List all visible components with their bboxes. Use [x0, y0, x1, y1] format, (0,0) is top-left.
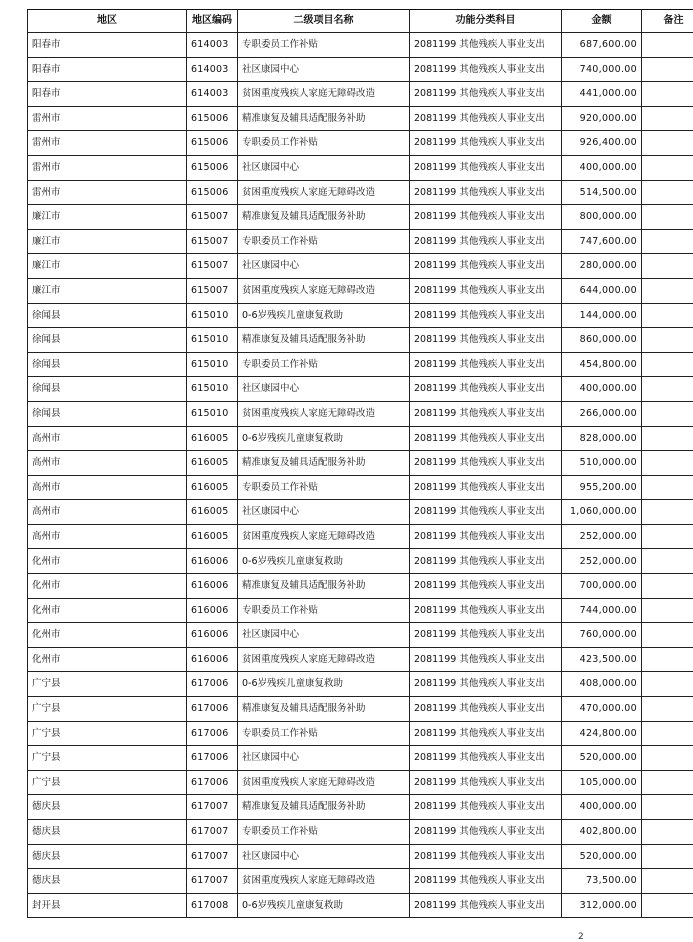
amount-cell: 402,800.00 [562, 820, 642, 845]
table-row [28, 106, 693, 131]
region-code-cell: 615010 [187, 328, 238, 353]
note-cell [642, 352, 693, 377]
function-category-cell: 2081199 其他残疾人事业支出 [410, 155, 562, 180]
table-row [28, 500, 693, 525]
header-function-category: 功能分类科目 [410, 10, 562, 33]
amount-cell: 955,200.00 [562, 475, 642, 500]
amount-cell: 470,000.00 [562, 697, 642, 722]
note-cell [642, 770, 693, 795]
region-cell: 化州市 [28, 549, 187, 574]
function-category-cell: 2081199 其他残疾人事业支出 [410, 82, 562, 107]
function-category-cell: 2081199 其他残疾人事业支出 [410, 254, 562, 279]
amount-cell: 687,600.00 [562, 33, 642, 58]
region-cell: 雷州市 [28, 155, 187, 180]
project-name-cell: 精准康复及辅具适配服务补助 [238, 451, 410, 476]
header-region: 地区 [28, 10, 187, 33]
project-name-cell: 专职委员工作补贴 [238, 475, 410, 500]
region-code-cell: 616006 [187, 549, 238, 574]
table-row [28, 623, 693, 648]
region-cell: 封开县 [28, 893, 187, 918]
note-cell [642, 820, 693, 845]
amount-cell: 441,000.00 [562, 82, 642, 107]
region-cell: 德庆县 [28, 820, 187, 845]
region-cell: 高州市 [28, 451, 187, 476]
region-cell: 高州市 [28, 500, 187, 525]
amount-cell: 700,000.00 [562, 574, 642, 599]
note-cell [642, 131, 693, 156]
table-row [28, 82, 693, 107]
function-category-cell: 2081199 其他残疾人事业支出 [410, 721, 562, 746]
amount-cell: 747,600.00 [562, 229, 642, 254]
project-name-cell: 社区康园中心 [238, 746, 410, 771]
note-cell [642, 401, 693, 426]
region-cell: 廉江市 [28, 278, 187, 303]
project-name-cell: 0-6岁残疾儿童康复救助 [238, 672, 410, 697]
region-code-cell: 616006 [187, 574, 238, 599]
function-category-cell: 2081199 其他残疾人事业支出 [410, 574, 562, 599]
amount-cell: 280,000.00 [562, 254, 642, 279]
project-name-cell: 精准康复及辅具适配服务补助 [238, 574, 410, 599]
table-row [28, 721, 693, 746]
region-code-cell: 617007 [187, 869, 238, 894]
note-cell [642, 33, 693, 58]
region-code-cell: 616006 [187, 598, 238, 623]
region-code-cell: 617006 [187, 770, 238, 795]
table-body [28, 33, 693, 918]
function-category-cell: 2081199 其他残疾人事业支出 [410, 57, 562, 82]
table-row [28, 549, 693, 574]
function-category-cell: 2081199 其他残疾人事业支出 [410, 451, 562, 476]
region-code-cell: 615010 [187, 303, 238, 328]
region-code-cell: 616006 [187, 623, 238, 648]
table-row [28, 254, 693, 279]
table-row [28, 451, 693, 476]
table-row [28, 33, 693, 58]
project-name-cell: 专职委员工作补贴 [238, 229, 410, 254]
region-cell: 阳春市 [28, 33, 187, 58]
amount-cell: 828,000.00 [562, 426, 642, 451]
region-cell: 阳春市 [28, 57, 187, 82]
function-category-cell: 2081199 其他残疾人事业支出 [410, 623, 562, 648]
amount-cell: 514,500.00 [562, 180, 642, 205]
project-name-cell: 社区康园中心 [238, 155, 410, 180]
project-name-cell: 贫困重度残疾人家庭无障碍改造 [238, 869, 410, 894]
region-code-cell: 616005 [187, 426, 238, 451]
amount-cell: 520,000.00 [562, 746, 642, 771]
table-row [28, 328, 693, 353]
function-category-cell: 2081199 其他残疾人事业支出 [410, 377, 562, 402]
function-category-cell: 2081199 其他残疾人事业支出 [410, 549, 562, 574]
region-code-cell: 617007 [187, 844, 238, 869]
region-cell: 雷州市 [28, 131, 187, 156]
region-code-cell: 617007 [187, 795, 238, 820]
note-cell [642, 426, 693, 451]
amount-cell: 520,000.00 [562, 844, 642, 869]
function-category-cell: 2081199 其他残疾人事业支出 [410, 180, 562, 205]
note-cell [642, 229, 693, 254]
note-cell [642, 623, 693, 648]
table-row [28, 524, 693, 549]
region-cell: 高州市 [28, 426, 187, 451]
project-name-cell: 贫困重度残疾人家庭无障碍改造 [238, 82, 410, 107]
project-name-cell: 0-6岁残疾儿童康复救助 [238, 549, 410, 574]
region-code-cell: 615006 [187, 131, 238, 156]
note-cell [642, 377, 693, 402]
table-row [28, 672, 693, 697]
note-cell [642, 475, 693, 500]
region-cell: 廉江市 [28, 205, 187, 230]
note-cell [642, 721, 693, 746]
region-cell: 徐闻县 [28, 377, 187, 402]
project-name-cell: 贫困重度残疾人家庭无障碍改造 [238, 647, 410, 672]
note-cell [642, 155, 693, 180]
table-row [28, 598, 693, 623]
function-category-cell: 2081199 其他残疾人事业支出 [410, 352, 562, 377]
region-code-cell: 615007 [187, 254, 238, 279]
project-name-cell: 社区康园中心 [238, 500, 410, 525]
function-category-cell: 2081199 其他残疾人事业支出 [410, 820, 562, 845]
project-name-cell: 贫困重度残疾人家庭无障碍改造 [238, 770, 410, 795]
amount-cell: 105,000.00 [562, 770, 642, 795]
table-row [28, 426, 693, 451]
region-code-cell: 616005 [187, 451, 238, 476]
project-name-cell: 专职委员工作补贴 [238, 131, 410, 156]
project-name-cell: 贫困重度残疾人家庭无障碍改造 [238, 180, 410, 205]
amount-cell: 424,800.00 [562, 721, 642, 746]
table-row [28, 746, 693, 771]
function-category-cell: 2081199 其他残疾人事业支出 [410, 598, 562, 623]
note-cell [642, 844, 693, 869]
table-row [28, 475, 693, 500]
note-cell [642, 278, 693, 303]
amount-cell: 920,000.00 [562, 106, 642, 131]
project-name-cell: 精准康复及辅具适配服务补助 [238, 795, 410, 820]
region-code-cell: 617006 [187, 746, 238, 771]
amount-cell: 744,000.00 [562, 598, 642, 623]
note-cell [642, 598, 693, 623]
allocation-table [27, 9, 693, 918]
region-cell: 德庆县 [28, 795, 187, 820]
function-category-cell: 2081199 其他残疾人事业支出 [410, 524, 562, 549]
table-row [28, 820, 693, 845]
region-cell: 广宁县 [28, 770, 187, 795]
project-name-cell: 社区康园中心 [238, 254, 410, 279]
table-row [28, 574, 693, 599]
amount-cell: 740,000.00 [562, 57, 642, 82]
region-code-cell: 614003 [187, 33, 238, 58]
region-cell: 广宁县 [28, 746, 187, 771]
function-category-cell: 2081199 其他残疾人事业支出 [410, 106, 562, 131]
table-row [28, 229, 693, 254]
region-code-cell: 616005 [187, 500, 238, 525]
amount-cell: 400,000.00 [562, 155, 642, 180]
note-cell [642, 82, 693, 107]
function-category-cell: 2081199 其他残疾人事业支出 [410, 328, 562, 353]
function-category-cell: 2081199 其他残疾人事业支出 [410, 475, 562, 500]
table-row [28, 697, 693, 722]
note-cell [642, 869, 693, 894]
region-code-cell: 617006 [187, 672, 238, 697]
region-cell: 雷州市 [28, 180, 187, 205]
region-cell: 化州市 [28, 598, 187, 623]
function-category-cell: 2081199 其他残疾人事业支出 [410, 770, 562, 795]
region-code-cell: 614003 [187, 82, 238, 107]
region-cell: 广宁县 [28, 697, 187, 722]
amount-cell: 144,000.00 [562, 303, 642, 328]
amount-cell: 312,000.00 [562, 893, 642, 918]
note-cell [642, 57, 693, 82]
region-code-cell: 615010 [187, 401, 238, 426]
note-cell [642, 106, 693, 131]
region-cell: 徐闻县 [28, 352, 187, 377]
table-row [28, 869, 693, 894]
table-row [28, 131, 693, 156]
table-row [28, 57, 693, 82]
region-code-cell: 615006 [187, 180, 238, 205]
function-category-cell: 2081199 其他残疾人事业支出 [410, 647, 562, 672]
table-row [28, 205, 693, 230]
project-name-cell: 社区康园中心 [238, 844, 410, 869]
note-cell [642, 697, 693, 722]
project-name-cell: 专职委员工作补贴 [238, 598, 410, 623]
region-code-cell: 614003 [187, 57, 238, 82]
table-row [28, 180, 693, 205]
amount-cell: 800,000.00 [562, 205, 642, 230]
header-note: 备注 [642, 10, 693, 33]
note-cell [642, 746, 693, 771]
header-project: 二级项目名称 [238, 10, 410, 33]
note-cell [642, 893, 693, 918]
project-name-cell: 贫困重度残疾人家庭无障碍改造 [238, 278, 410, 303]
project-name-cell: 专职委员工作补贴 [238, 721, 410, 746]
note-cell [642, 500, 693, 525]
region-cell: 廉江市 [28, 254, 187, 279]
project-name-cell: 0-6岁残疾儿童康复救助 [238, 426, 410, 451]
page-number: 2 [578, 932, 584, 942]
project-name-cell: 0-6岁残疾儿童康复救助 [238, 303, 410, 328]
region-code-cell: 615007 [187, 205, 238, 230]
table-row [28, 303, 693, 328]
region-cell: 徐闻县 [28, 328, 187, 353]
function-category-cell: 2081199 其他残疾人事业支出 [410, 869, 562, 894]
region-code-cell: 617007 [187, 820, 238, 845]
table-row [28, 770, 693, 795]
table-row [28, 893, 693, 918]
note-cell [642, 328, 693, 353]
project-name-cell: 精准康复及辅具适配服务补助 [238, 205, 410, 230]
function-category-cell: 2081199 其他残疾人事业支出 [410, 229, 562, 254]
function-category-cell: 2081199 其他残疾人事业支出 [410, 33, 562, 58]
note-cell [642, 574, 693, 599]
region-code-cell: 616006 [187, 647, 238, 672]
function-category-cell: 2081199 其他残疾人事业支出 [410, 672, 562, 697]
region-code-cell: 617006 [187, 697, 238, 722]
function-category-cell: 2081199 其他残疾人事业支出 [410, 844, 562, 869]
note-cell [642, 254, 693, 279]
header-row [28, 10, 693, 33]
project-name-cell: 专职委员工作补贴 [238, 352, 410, 377]
amount-cell: 400,000.00 [562, 795, 642, 820]
amount-cell: 408,000.00 [562, 672, 642, 697]
region-cell: 德庆县 [28, 844, 187, 869]
amount-cell: 400,000.00 [562, 377, 642, 402]
region-code-cell: 616005 [187, 475, 238, 500]
region-cell: 徐闻县 [28, 401, 187, 426]
amount-cell: 252,000.00 [562, 524, 642, 549]
function-category-cell: 2081199 其他残疾人事业支出 [410, 278, 562, 303]
region-cell: 广宁县 [28, 721, 187, 746]
project-name-cell: 0-6岁残疾儿童康复救助 [238, 893, 410, 918]
project-name-cell: 精准康复及辅具适配服务补助 [238, 697, 410, 722]
project-name-cell: 贫困重度残疾人家庭无障碍改造 [238, 401, 410, 426]
note-cell [642, 180, 693, 205]
amount-cell: 760,000.00 [562, 623, 642, 648]
function-category-cell: 2081199 其他残疾人事业支出 [410, 795, 562, 820]
note-cell [642, 549, 693, 574]
region-code-cell: 617006 [187, 721, 238, 746]
amount-cell: 510,000.00 [562, 451, 642, 476]
project-name-cell: 社区康园中心 [238, 623, 410, 648]
table-row [28, 844, 693, 869]
note-cell [642, 795, 693, 820]
note-cell [642, 672, 693, 697]
region-cell: 化州市 [28, 574, 187, 599]
region-code-cell: 615007 [187, 229, 238, 254]
region-cell: 德庆县 [28, 869, 187, 894]
function-category-cell: 2081199 其他残疾人事业支出 [410, 426, 562, 451]
amount-cell: 252,000.00 [562, 549, 642, 574]
table-row [28, 795, 693, 820]
region-code-cell: 616005 [187, 524, 238, 549]
function-category-cell: 2081199 其他残疾人事业支出 [410, 401, 562, 426]
function-category-cell: 2081199 其他残疾人事业支出 [410, 746, 562, 771]
table-row [28, 401, 693, 426]
region-code-cell: 615010 [187, 377, 238, 402]
region-code-cell: 615006 [187, 155, 238, 180]
amount-cell: 644,000.00 [562, 278, 642, 303]
amount-cell: 454,800.00 [562, 352, 642, 377]
project-name-cell: 社区康园中心 [238, 57, 410, 82]
region-cell: 化州市 [28, 647, 187, 672]
region-cell: 化州市 [28, 623, 187, 648]
table-row [28, 352, 693, 377]
region-cell: 雷州市 [28, 106, 187, 131]
table-row [28, 278, 693, 303]
function-category-cell: 2081199 其他残疾人事业支出 [410, 131, 562, 156]
header-code: 地区编码 [187, 10, 238, 33]
note-cell [642, 451, 693, 476]
function-category-cell: 2081199 其他残疾人事业支出 [410, 303, 562, 328]
region-cell: 廉江市 [28, 229, 187, 254]
function-category-cell: 2081199 其他残疾人事业支出 [410, 500, 562, 525]
region-code-cell: 615007 [187, 278, 238, 303]
project-name-cell: 精准康复及辅具适配服务补助 [238, 328, 410, 353]
region-code-cell: 615006 [187, 106, 238, 131]
amount-cell: 73,500.00 [562, 869, 642, 894]
project-name-cell: 贫困重度残疾人家庭无障碍改造 [238, 524, 410, 549]
project-name-cell: 专职委员工作补贴 [238, 820, 410, 845]
table-row [28, 155, 693, 180]
table-row [28, 647, 693, 672]
project-name-cell: 专职委员工作补贴 [238, 33, 410, 58]
note-cell [642, 205, 693, 230]
table-row [28, 377, 693, 402]
region-cell: 阳春市 [28, 82, 187, 107]
amount-cell: 266,000.00 [562, 401, 642, 426]
amount-cell: 926,400.00 [562, 131, 642, 156]
function-category-cell: 2081199 其他残疾人事业支出 [410, 205, 562, 230]
note-cell [642, 647, 693, 672]
region-cell: 高州市 [28, 475, 187, 500]
header-amount: 金额 [562, 10, 642, 33]
project-name-cell: 社区康园中心 [238, 377, 410, 402]
region-code-cell: 617008 [187, 893, 238, 918]
amount-cell: 860,000.00 [562, 328, 642, 353]
region-cell: 高州市 [28, 524, 187, 549]
allocation-sheet [27, 9, 693, 918]
function-category-cell: 2081199 其他残疾人事业支出 [410, 893, 562, 918]
note-cell [642, 524, 693, 549]
function-category-cell: 2081199 其他残疾人事业支出 [410, 697, 562, 722]
region-cell: 徐闻县 [28, 303, 187, 328]
note-cell [642, 303, 693, 328]
region-code-cell: 615010 [187, 352, 238, 377]
region-cell: 广宁县 [28, 672, 187, 697]
amount-cell: 1,060,000.00 [562, 500, 642, 525]
project-name-cell: 精准康复及辅具适配服务补助 [238, 106, 410, 131]
amount-cell: 423,500.00 [562, 647, 642, 672]
